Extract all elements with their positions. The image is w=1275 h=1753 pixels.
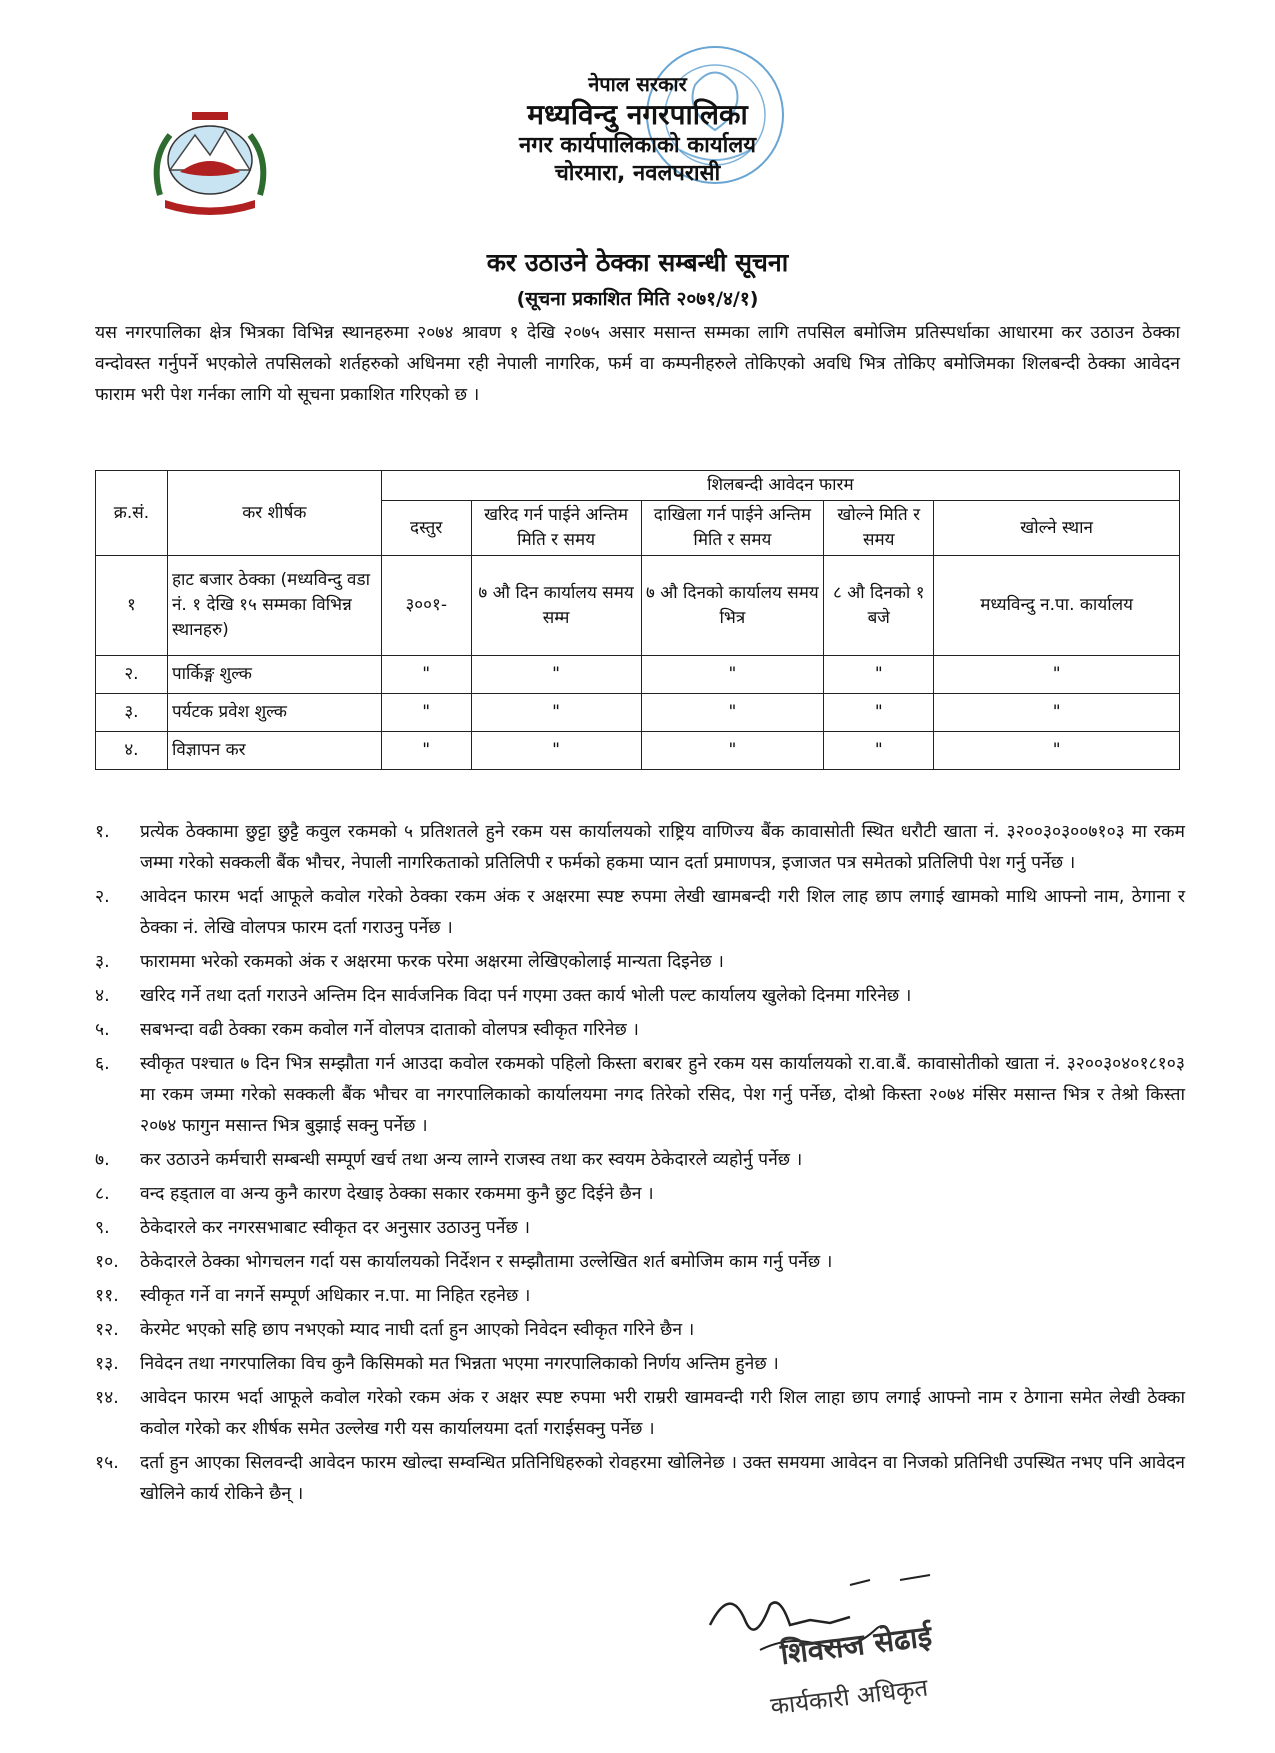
conditions-list <box>95 817 1185 1513</box>
cell-fee: ३००१- <box>381 556 471 656</box>
condition-number: १. <box>95 822 110 842</box>
condition-text: निवेदन तथा नगरपालिका विच कुनै किसिमको मत भिन्नता भएमा नगरपालिकाको निर्णय अन्तिम हुनेछ । <box>140 1354 779 1374</box>
cell-open-time: ८ औ दिनको १ बजे <box>824 556 934 656</box>
cell-open-time: " <box>824 694 934 732</box>
publication-date: (सूचना प्रकाशित मिति २०७१/४/१) <box>516 288 759 310</box>
condition-text: ठेकेदारले ठेक्का भोगचलन गर्दा यस कार्यालयको निर्देशन र सम्झौतामा उल्लेखित शर्त बमोजिम काम गर्नु पर्नेछ । <box>140 1252 833 1272</box>
condition-text: वन्द हड्ताल वा अन्य कुनै कारण देखाइ ठेक्का सकार रकममा कुनै छुट दिईने छैन । <box>140 1184 654 1204</box>
condition-text: प्रत्येक ठेक्कामा छुट्टा छुट्टै कवुल रकमको ५ प्रतिशतले हुने रकम यस कार्यालयको राष्ट्रिय वाणिज्य बैंक कावासोती स्थित धरौटी खाता नं. ३२००३०३००७१०३ मा रकम जम्मा गरेको सक्कली बैंक भौचर, नेपाली नागरिकताको प्रतिलिपी र फर्मको हकमा प्यान दर्ता प्रमाणपत्र, इजाजत पत्र समेतको प्रतिलिपी पेश गर्नु पर्नेछ । <box>140 822 1185 873</box>
condition-text: दर्ता हुन आएका सिलवन्दी आवेदन फारम खोल्दा सम्वन्धित प्रतिनिधिहरुको रोवहरमा खोलिनेछ । उक्त समयमा आवेदन वा निजको प्रतिनिधी उपस्थित नभए पनि आवेदन खोलिने कार्य रोकिने छैन् । <box>140 1453 1185 1504</box>
cell-tax-title: पार्किङ्ग शुल्क <box>167 656 381 694</box>
condition-text: केरमेट भएको सहि छाप नभएको म्याद नाघी दर्ता हुन आएको निवेदन स्वीकृत गरिने छैन । <box>140 1320 695 1340</box>
signatory-name: शिवराज सेढाई <box>778 1618 934 1672</box>
condition-text: खरिद गर्ने तथा दर्ता गराउने अन्तिम दिन सार्वजनिक विदा पर्न गएमा उक्त कार्य भोली पल्ट कार्यालय खुलेको दिनमा गरिनेछ । <box>140 986 912 1006</box>
cell-fee: " <box>381 656 471 694</box>
header-sealed-form: शिलबन्दी आवेदन फारम <box>381 471 1179 501</box>
header-open-place: खोल्ने स्थान <box>934 501 1180 556</box>
condition-item <box>95 882 1185 944</box>
condition-text: आवेदन फारम भर्दा आफूले कवोल गरेको रकम अंक र अक्षर स्पष्ट रुपमा भरी राम्ररी खामवन्दी गरी शिल लाहा छाप लगाई आफ्नो नाम र ठेगाना समेत लेखी ठेक्का कवोल गरेको कर शीर्षक समेत उल्लेख गरी यस कार्यालयमा दर्ता गराईसक्नु पर्नेछ । <box>140 1388 1185 1439</box>
condition-number: २. <box>95 887 110 907</box>
condition-text: ठेकेदारले कर नगरसभाबाट स्वीकृत दर अनुसार उठाउनु पर्नेछ । <box>140 1218 530 1238</box>
cell-open-time: " <box>824 732 934 770</box>
government-name: नेपाल सरकार <box>588 72 687 96</box>
signatory-title: कार्यकारी अधिकृत <box>768 1673 930 1721</box>
condition-item <box>95 817 1185 879</box>
condition-item <box>95 1448 1185 1510</box>
condition-number: ५. <box>95 1020 110 1040</box>
tender-table <box>95 470 1180 770</box>
cell-open-time: " <box>824 656 934 694</box>
cell-open-place: मध्यविन्दु न.पा. कार्यालय <box>934 556 1180 656</box>
header-buy-deadline: खरिद गर्न पाईने अन्तिम मिति र समय <box>471 501 641 556</box>
condition-item <box>95 1349 1185 1380</box>
condition-text: स्वीकृत पश्चात ७ दिन भित्र सम्झौता गर्न आउदा कवोल रकमको पहिलो किस्ता बराबर हुने रकम यस कार्यालयको रा.वा.बैं. कावासोतीको खाता नं. ३२००३०४०१८१०३ मा रकम जम्मा गरेको सक्कली बैंक भौचर वा नगरपालिकाको कार्यालयमा नगद तिरेको रसिद, पेश गर्नु पर्नेछ, दोश्रो किस्ता २०७४ मंसिर मसान्त भित्र र तेश्रो किस्ता २०७४ फागुन मसान्त भित्र बुझाई सक्नु पर्नेछ । <box>140 1054 1185 1136</box>
municipality-name: मध्यविन्दु नगरपालिका <box>527 98 748 131</box>
cell-buy-deadline: " <box>471 732 641 770</box>
cell-open-place: " <box>934 732 1180 770</box>
cell-open-place: " <box>934 656 1180 694</box>
condition-item <box>95 1049 1185 1142</box>
cell-submit-deadline: " <box>641 656 824 694</box>
header-open-time: खोल्ने मिति र समय <box>824 501 934 556</box>
cell-open-place: " <box>934 694 1180 732</box>
letterhead <box>0 72 1275 187</box>
condition-number: ८. <box>95 1184 110 1204</box>
condition-item <box>95 1383 1185 1445</box>
cell-buy-deadline: ७ औ दिन कार्यालय समय सम्म <box>471 556 641 656</box>
table-row <box>96 556 1180 656</box>
condition-text: सबभन्दा वढी ठेक्का रकम कवोल गर्ने वोलपत्र दाताको वोलपत्र स्वीकृत गरिनेछ । <box>140 1020 639 1040</box>
cell-sn: ३. <box>96 694 168 732</box>
notice-title: कर उठाउने ठेक्का सम्बन्धी सूचना <box>486 248 789 277</box>
condition-number: ७. <box>95 1150 110 1170</box>
condition-item <box>95 1247 1185 1278</box>
cell-sn: २. <box>96 656 168 694</box>
cell-sn: ४. <box>96 732 168 770</box>
header-sn: क्र.सं. <box>96 471 168 556</box>
condition-number: ९. <box>95 1218 110 1238</box>
condition-item <box>95 1145 1185 1176</box>
table-row <box>96 694 1180 732</box>
cell-fee: " <box>381 732 471 770</box>
condition-number: ६. <box>95 1054 110 1074</box>
header-tax-title: कर शीर्षक <box>167 471 381 556</box>
condition-text: फाराममा भरेको रकमको अंक र अक्षरमा फरक परेमा अक्षरमा लेखिएकोलाई मान्यता दिइनेछ । <box>140 952 724 972</box>
condition-text: आवेदन फारम भर्दा आफूले कवोल गरेको ठेक्का रकम अंक र अक्षरमा स्पष्ट रुपमा लेखी खामबन्दी गरी शिल लाह छाप लगाई खामको माथि आफ्नो नाम, ठेगाना र ठेक्का नं. लेखि वोलपत्र फारम दर्ता गराउनु पर्नेछ । <box>140 887 1185 938</box>
office-address: चोरमारा, नवलपरासी <box>554 160 721 186</box>
condition-number: १२. <box>95 1320 119 1340</box>
cell-buy-deadline: " <box>471 694 641 732</box>
condition-number: १०. <box>95 1252 119 1272</box>
condition-number: ११. <box>95 1286 119 1306</box>
cell-submit-deadline: ७ औ दिनको कार्यालय समय भित्र <box>641 556 824 656</box>
condition-text: कर उठाउने कर्मचारी सम्बन्धी सम्पूर्ण खर्च तथा अन्य लाग्ने राजस्व तथा कर स्वयम ठेकेदारले व्यहोर्नु पर्नेछ । <box>140 1150 803 1170</box>
cell-buy-deadline: " <box>471 656 641 694</box>
table-row <box>96 656 1180 694</box>
condition-item <box>95 1015 1185 1046</box>
header-submit-deadline: दाखिला गर्न पाईने अन्तिम मिति र समय <box>641 501 824 556</box>
cell-submit-deadline: " <box>641 694 824 732</box>
cell-submit-deadline: " <box>641 732 824 770</box>
cell-tax-title: विज्ञापन कर <box>167 732 381 770</box>
cell-tax-title: पर्यटक प्रवेश शुल्क <box>167 694 381 732</box>
condition-item <box>95 1315 1185 1346</box>
condition-number: १४. <box>95 1388 119 1408</box>
condition-item <box>95 1179 1185 1210</box>
cell-sn: १ <box>96 556 168 656</box>
condition-number: १५. <box>95 1453 119 1473</box>
cell-tax-title: हाट बजार ठेक्का (मध्यविन्दु वडा नं. १ देखि १५ सम्मका विभिन्न स्थानहरु) <box>167 556 381 656</box>
condition-text: स्वीकृत गर्ने वा नगर्ने सम्पूर्ण अधिकार न.पा. मा निहित रहनेछ । <box>140 1286 531 1306</box>
condition-item <box>95 947 1185 978</box>
office-name: नगर कार्यपालिकाको कार्यालय <box>519 133 756 158</box>
intro-paragraph: यस नगरपालिका क्षेत्र भित्रका विभिन्न स्थानहरुमा २०७४ श्रावण १ देखि २०७५ असार मसान्त सम्मका लागि तपसिल बमोजिम प्रतिस्पर्धाका आधारमा कर उठाउन ठेक्का वन्दोवस्त गर्नुपर्ने भएकोले तपसिलको शर्तहरुको अधिनमा रही नेपाली नागरिक, फर्म वा कम्पनीहरुले तोकिएको अवधि भित्र तोकिए बमोजिमका शिलबन्दी ठेक्का आवेदन फाराम भरी पेश गर्नका लागि यो सूचना प्रकाशित गरिएको छ । <box>95 323 1180 405</box>
table-row <box>96 732 1180 770</box>
condition-item <box>95 1281 1185 1312</box>
condition-number: १३. <box>95 1354 119 1374</box>
condition-number: ४. <box>95 986 110 1006</box>
condition-item <box>95 981 1185 1012</box>
condition-item <box>95 1213 1185 1244</box>
cell-fee: " <box>381 694 471 732</box>
header-fee: दस्तुर <box>381 501 471 556</box>
condition-number: ३. <box>95 952 110 972</box>
